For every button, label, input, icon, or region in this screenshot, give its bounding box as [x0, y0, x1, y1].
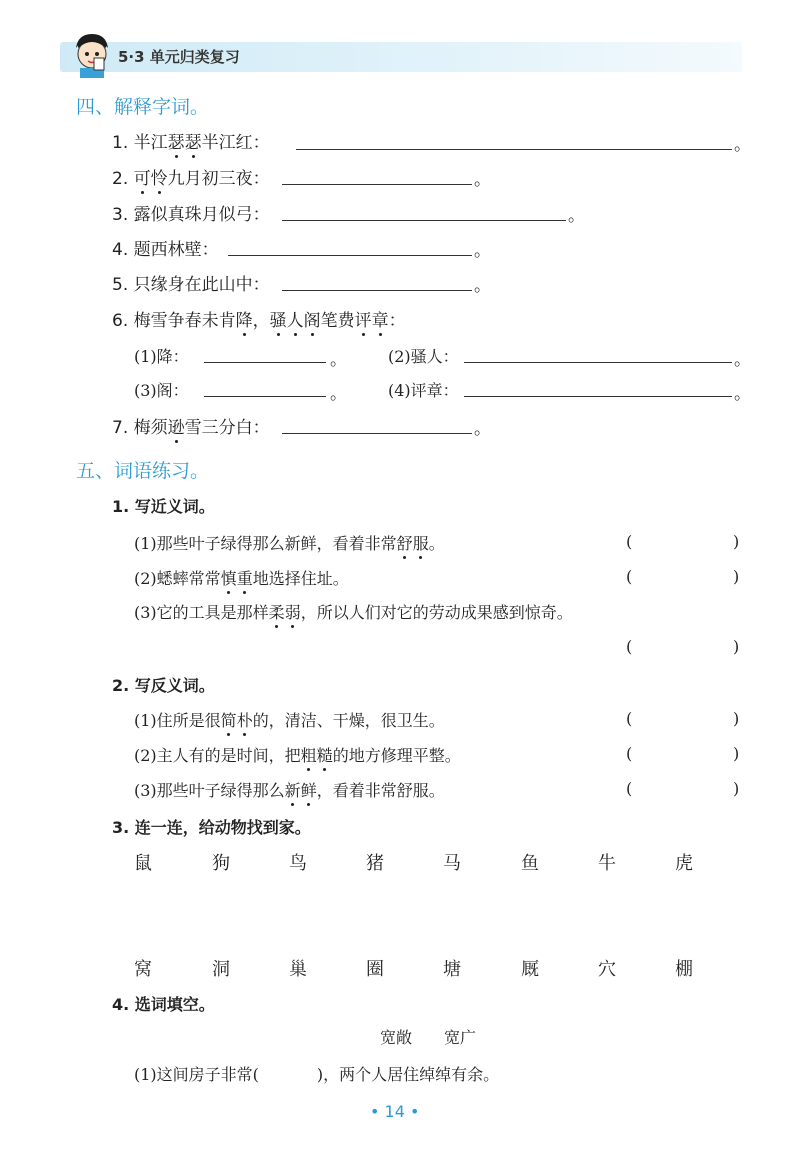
item-6-sub-2: (2)骚人：	[388, 347, 459, 366]
q4-sentence-1: (1)这间房子非常( )，两个人居住绰绰有余。	[134, 1065, 500, 1084]
emphasis-char: 糙	[317, 743, 333, 766]
period: 。	[734, 384, 751, 404]
dotted-word	[168, 133, 202, 153]
home-word[interactable]: 巢	[289, 959, 307, 980]
emphasis-char: 可	[134, 164, 151, 189]
item-7: 7. 梅须逊雪三分白：	[112, 413, 270, 438]
animal-word[interactable]: 鼠	[134, 853, 152, 874]
q1-sentence-2: (2)蟋蟀常常慎重地选择住址。	[134, 566, 349, 589]
emphasis-char: 重	[237, 566, 253, 589]
home-word[interactable]: 窝	[134, 959, 152, 980]
emphasis-char: 鲜	[301, 778, 317, 801]
emphasis-char: 评	[355, 306, 372, 331]
emphasis-char: 章	[372, 306, 389, 331]
paren-close: )	[733, 637, 740, 656]
item-4: 4. 题西林壁：	[112, 240, 219, 260]
page-number: • 14 •	[370, 1102, 420, 1121]
paren-open: (	[626, 779, 633, 798]
period: 。	[474, 241, 491, 261]
paren-open: (	[626, 637, 633, 656]
home-word[interactable]: 洞	[212, 959, 230, 980]
emphasis-char: 弱	[285, 600, 301, 623]
period: 。	[330, 384, 347, 404]
emphasis-char: 舒	[397, 531, 413, 554]
animal-word[interactable]: 牛	[598, 853, 616, 874]
page-header-title: 5·3 单元归类复习	[118, 48, 240, 66]
home-word[interactable]: 棚	[675, 959, 693, 980]
q4-word-options: 宽敞 宽广	[380, 1028, 477, 1047]
section-4-title: 四、解释字词。	[76, 96, 210, 118]
emphasis-char: 朴	[237, 708, 253, 731]
answer-line[interactable]	[228, 255, 472, 256]
answer-line[interactable]	[282, 184, 472, 185]
item-3: 3. 露似真珠月似弓：	[112, 205, 270, 225]
q4-title: 4. 选词填空。	[112, 995, 215, 1014]
period: 。	[734, 350, 751, 370]
emphasis-char: 人	[287, 306, 304, 331]
item-6-sub-1: (1)降：	[134, 347, 189, 366]
answer-line[interactable]	[204, 396, 326, 397]
animal-word[interactable]: 猪	[366, 853, 384, 874]
home-word[interactable]: 厩	[521, 959, 539, 980]
q2-sentence-1: (1)住所是很简朴的，清洁、干燥，很卫生。	[134, 708, 445, 731]
home-word[interactable]: 圈	[366, 959, 384, 980]
emphasis-char: 瑟	[185, 128, 202, 153]
answer-line[interactable]	[282, 290, 472, 291]
answer-line[interactable]	[296, 149, 732, 150]
period: 。	[568, 206, 585, 226]
emphasis-char: 怜	[151, 164, 168, 189]
student-mascot-icon	[68, 30, 114, 78]
q1-sentence-3: (3)它的工具是那样柔弱，所以人们对它的劳动成果感到惊奇。	[134, 600, 573, 623]
emphasis-char: 慎	[221, 566, 237, 589]
q1-title: 1. 写近义词。	[112, 497, 215, 516]
paren-open: (	[626, 567, 633, 586]
section-5-title: 五、词语练习。	[76, 460, 210, 482]
answer-line[interactable]	[282, 433, 472, 434]
emphasis-char: 骚	[270, 306, 287, 331]
animal-word[interactable]: 虎	[675, 853, 693, 874]
period: 。	[734, 135, 751, 155]
animal-word[interactable]: 马	[443, 853, 461, 874]
item-5: 5. 只缘身在此山中：	[112, 275, 270, 295]
item-1: 1. 半江瑟瑟半江红：	[112, 128, 270, 153]
period: 。	[330, 350, 347, 370]
q1-sentence-1: (1)那些叶子绿得那么新鲜，看着非常舒服。	[134, 531, 445, 554]
home-word[interactable]: 穴	[598, 959, 616, 980]
paren-close: )	[733, 744, 740, 763]
item-6-sub-4: (4)评章：	[388, 381, 459, 400]
paren-open: (	[626, 744, 633, 763]
paren-open: (	[626, 532, 633, 551]
period: 。	[474, 276, 491, 296]
paren-close: )	[733, 567, 740, 586]
paren-open: (	[626, 709, 633, 728]
dotted-word	[134, 169, 168, 189]
q2-sentence-2: (2)主人有的是时间，把粗糙的地方修理平整。	[134, 743, 461, 766]
animal-word[interactable]: 鸟	[289, 853, 307, 874]
emphasis-char: 简	[221, 708, 237, 731]
emphasis-char: 服	[413, 531, 429, 554]
paren-close: )	[733, 709, 740, 728]
answer-line[interactable]	[464, 396, 732, 397]
emphasis-char: 粗	[301, 743, 317, 766]
period: 。	[474, 419, 491, 439]
emphasis-char: 柔	[269, 600, 285, 623]
q3-title: 3. 连一连，给动物找到家。	[112, 818, 311, 837]
home-word[interactable]: 塘	[443, 959, 461, 980]
emphasis-char: 瑟	[168, 128, 185, 153]
item-2: 2. 可怜九月初三夜：	[112, 164, 270, 189]
q2-title: 2. 写反义词。	[112, 676, 215, 695]
emphasis-char: 新	[285, 778, 301, 801]
item-6-sub-3: (3)阁：	[134, 381, 189, 400]
paren-close: )	[733, 532, 740, 551]
period: 。	[474, 170, 491, 190]
animal-word[interactable]: 狗	[212, 853, 230, 874]
animal-word[interactable]: 鱼	[521, 853, 539, 874]
q2-sentence-3: (3)那些叶子绿得那么新鲜，看着非常舒服。	[134, 778, 445, 801]
item-6: 6. 梅雪争春未肯降，骚人阁笔费评章：	[112, 306, 406, 331]
paren-close: )	[733, 779, 740, 798]
answer-line[interactable]	[282, 220, 566, 221]
answer-line[interactable]	[204, 362, 326, 363]
answer-line[interactable]	[464, 362, 732, 363]
